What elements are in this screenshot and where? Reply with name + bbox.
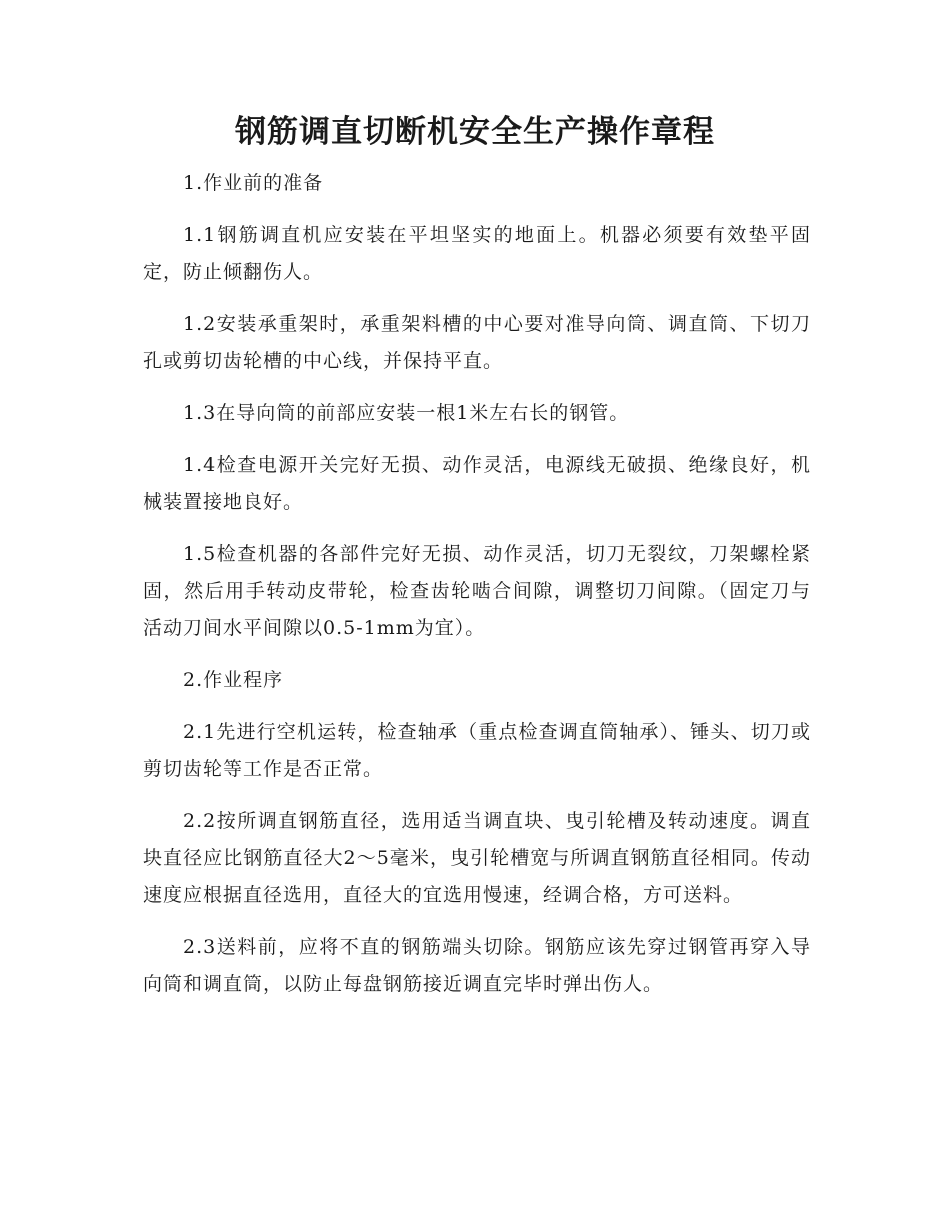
document-body bbox=[143, 165, 811, 1018]
paragraph-2-2: 2.2按所调直钢筋直径，选用适当调直块、曳引轮槽及转动速度。调直块直径应比钢筋直径大2～5毫米，曳引轮槽宽与所调直钢筋直径相同。传动速度应根据直径选用，直径大的宜选用慢速，经调合格，方可送料。 bbox=[143, 810, 811, 906]
paragraph-2-1: 2.1先进行空机运转，检查轴承（重点检查调直筒轴承）、锤头、切刀或剪切齿轮等工作是否正常。 bbox=[143, 721, 811, 780]
paragraph-1-3: 1.3在导向筒的前部应安装一根1米左右长的钢管。 bbox=[183, 402, 630, 424]
document-title: 钢筋调直切断机安全生产操作章程 bbox=[235, 114, 715, 150]
paragraph-1-2: 1.2安装承重架时，承重架料槽的中心要对准导向筒、调直筒、下切刀孔或剪切齿轮槽的中心线，并保持平直。 bbox=[143, 313, 811, 372]
paragraph-2: 2.作业程序 bbox=[183, 669, 284, 691]
paragraph-1-5: 1.5检查机器的各部件完好无损、动作灵活，切刀无裂纹，刀架螺栓紧固，然后用手转动皮带轮，检查齿轮啮合间隙，调整切刀间隙。（固定刀与活动刀间水平间隙以0.5-1mm为宜）。 bbox=[143, 543, 811, 639]
paragraph-1: 1.作业前的准备 bbox=[183, 172, 324, 194]
paragraph-1-4: 1.4检查电源开关完好无损、动作灵活，电源线无破损、绝缘良好，机械装置接地良好。 bbox=[143, 454, 811, 513]
paragraph-1-1: 1.1钢筋调直机应安装在平坦坚实的地面上。机器必须要有效垫平固定，防止倾翻伤人。 bbox=[143, 224, 811, 283]
paragraph-2-3: 2.3送料前，应将不直的钢筋端头切除。钢筋应该先穿过钢管再穿入导向筒和调直筒，以防止每盘钢筋接近调直完毕时弹出伤人。 bbox=[143, 936, 811, 995]
